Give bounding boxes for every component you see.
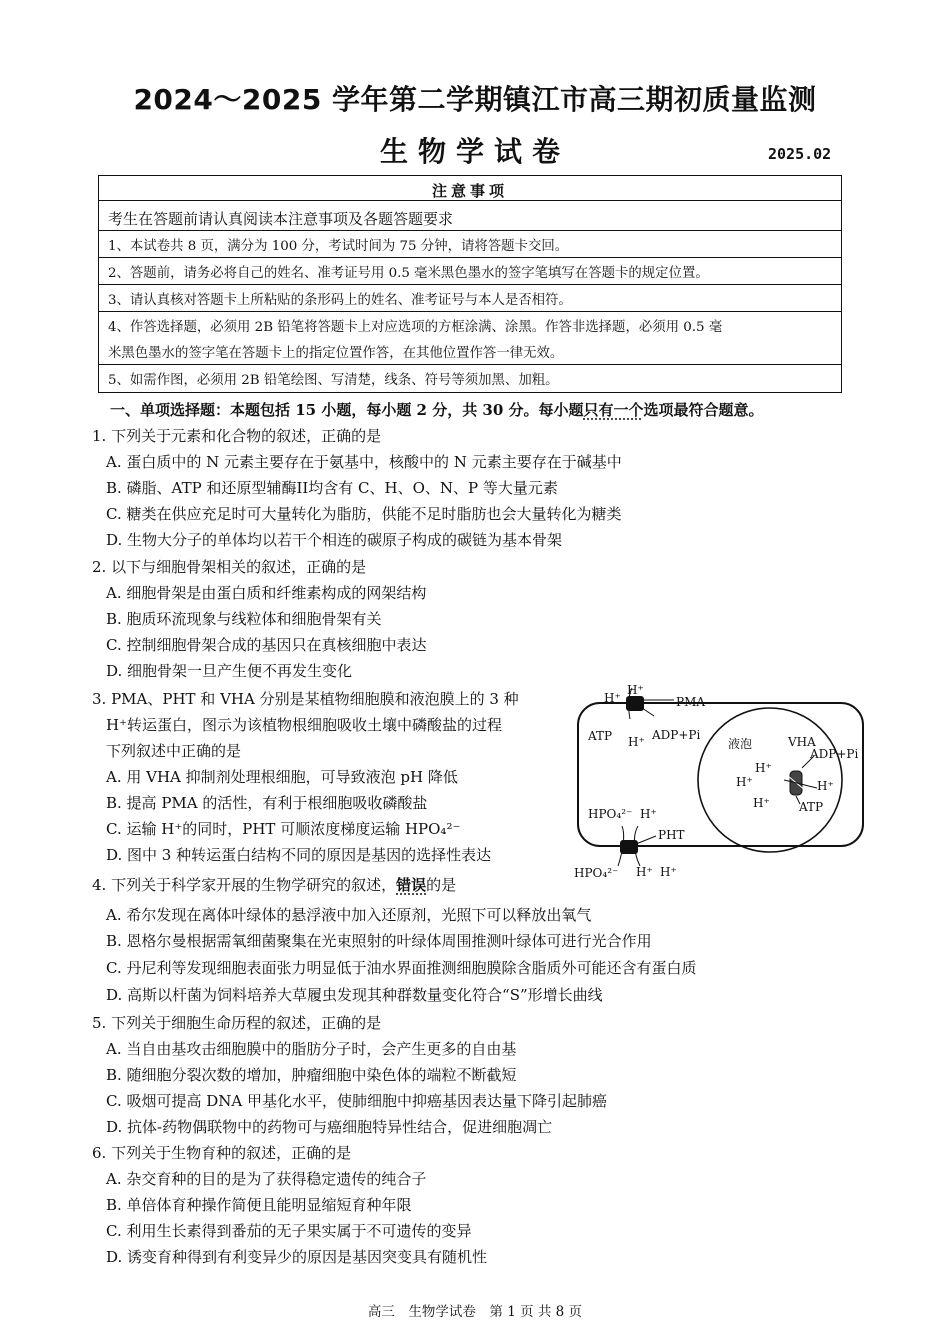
emphasis-mark: 只有一个: [583, 401, 644, 419]
notice-item: 1、本试卷共 8 页，满分为 100 分，考试时间为 75 分钟，请将答题卡交回。: [108, 239, 569, 254]
exam-subtitle: 生物学试卷: [379, 135, 570, 168]
notice-intro: 考生在答题前请认真阅读本注意事项及各题答题要求: [108, 210, 454, 228]
notice-divider: [98, 364, 842, 365]
cell-membrane: [578, 703, 863, 846]
label-h: H⁺: [753, 796, 770, 810]
label-hpo4: HPO₄²⁻: [588, 807, 633, 821]
exam-title: 2024～2025 学年第二学期镇江市高三期初质量监测: [133, 83, 817, 116]
label-hpo4: HPO₄²⁻: [574, 866, 619, 880]
question-option: C. 吸烟可提高 DNA 甲基化水平，使肺细胞中抑癌基因表达量下降引起肺癌: [106, 1092, 608, 1110]
question-option: A. 用 VHA 抑制剂处理根细胞，可导致液泡 pH 降低: [106, 768, 458, 786]
notice-divider: [98, 284, 842, 285]
notice-item: 3、请认真核对答题卡上所粘贴的条形码上的姓名、准考证号与本人是否相符。: [108, 293, 572, 308]
page-footer: 高三 生物学试卷 第 1 页 共 8 页: [367, 1304, 583, 1320]
question-option: D. 生物大分子的单体均以若干个相连的碳原子构成的碳链为基本骨架: [106, 531, 563, 549]
question-stem: 1. 下列关于元素和化合物的叙述，正确的是: [92, 427, 382, 445]
label-h: H⁺: [817, 779, 834, 793]
question-option: B. 胞质环流现象与线粒体和细胞骨架有关: [106, 610, 382, 628]
question-option: D. 抗体-药物偶联物中的药物可与癌细胞特异性结合，促进细胞凋亡: [106, 1118, 553, 1136]
label-atp: ATP: [799, 800, 824, 814]
notice-heading: 注意事项: [431, 182, 508, 200]
emphasis-mark: 错误: [396, 876, 427, 894]
notice-item: 米黑色墨水的签字笔在答题卡上的指定位置作答，在其他位置作答一律无效。: [108, 346, 564, 361]
label-h: H⁺: [736, 775, 753, 789]
question-option: C. 控制细胞骨架合成的基因只在真核细胞中表达: [106, 636, 427, 654]
question-stem-line: H⁺转运蛋白，图示为该植物根细胞吸收土壤中磷酸盐的过程: [106, 716, 503, 734]
question-stem: 4. 下列关于科学家开展的生物学研究的叙述，错误的是: [92, 876, 457, 894]
label-h: H⁺: [604, 691, 621, 705]
question-option: C. 运输 H⁺的同时，PHT 可顺浓度梯度运输 HPO₄²⁻: [106, 820, 461, 838]
question-option: A. 蛋白质中的 N 元素主要存在于氨基中，核酸中的 N 元素主要存在于碱基中: [106, 453, 622, 471]
label-vha: VHA: [788, 735, 816, 749]
question-option: C. 糖类在供应充足时可大量转化为脂肪，供能不足时脂肪也会大量转化为糖类: [106, 505, 622, 523]
question-stem: 6. 下列关于生物育种的叙述，正确的是: [92, 1144, 352, 1162]
question-option: D. 图中 3 种转运蛋白结构不同的原因是基因的选择性表达: [106, 846, 492, 864]
label-pma: PMA: [676, 695, 706, 709]
question-option: A. 希尔发现在离体叶绿体的悬浮液中加入还原剂，光照下可以释放出氧气: [106, 906, 592, 924]
question-option: A. 杂交育种的目的是为了获得稳定遗传的纯合子: [106, 1170, 427, 1188]
question-option: D. 高斯以杆菌为饲料培养大草履虫发现其种群数量变化符合“S”形增长曲线: [106, 986, 603, 1004]
label-adp-pi: ADP+Pi: [810, 747, 859, 761]
label-h: H⁺: [628, 735, 645, 749]
question-stem: 5. 下列关于细胞生命历程的叙述，正确的是: [92, 1014, 382, 1032]
label-adp-pi: ADP+Pi: [652, 728, 701, 742]
notice-divider: [98, 200, 842, 201]
question-option: C. 利用生长素得到番茄的无子果实属于不可遗传的变异: [106, 1222, 472, 1240]
label-h: H⁺: [636, 865, 653, 879]
question-option: D. 细胞骨架一旦产生便不再发生变化: [106, 662, 353, 680]
question-option: B. 磷脂、ATP 和还原型辅酶II均含有 C、H、O、N、P 等大量元素: [106, 479, 558, 497]
question-option: B. 提高 PMA 的活性，有利于根细胞吸收磷酸盐: [106, 794, 428, 812]
notice-divider: [98, 230, 842, 231]
label-h: H⁺: [640, 807, 657, 821]
transport-diagram: [570, 676, 870, 886]
question-option: B. 随细胞分裂次数的增加，肿瘤细胞中染色体的端粒不断截短: [106, 1066, 517, 1084]
question-option: B. 单倍体育种操作简便且能明显缩短育种年限: [106, 1196, 412, 1214]
notice-item: 4、作答选择题，必须用 2B 铅笔将答题卡上对应选项的方框涂满、涂黑。作答非选择题，必须用 0.5 毫: [108, 320, 723, 335]
exam-date: 2025.02: [768, 145, 832, 163]
label-h: H⁺: [755, 761, 772, 775]
pma-adp-arrow: [642, 708, 654, 716]
question-stem: 2. 以下与细胞骨架相关的叙述，正确的是: [92, 558, 367, 576]
question-stem-line: 下列叙述中正确的是: [106, 742, 242, 760]
question-stem: 3. PMA、PHT 和 VHA 分别是某植物细胞膜和液泡膜上的 3 种: [92, 690, 519, 708]
notice-item: 5、如需作图，必须用 2B 铅笔绘图、写清楚，线条、符号等须加黑、加粗。: [108, 373, 559, 388]
label-atp: ATP: [588, 729, 613, 743]
question-option: A. 当自由基攻击细胞膜中的脂肪分子时，会产生更多的自由基: [106, 1040, 517, 1058]
notice-divider: [98, 311, 842, 312]
pht-pointer: [636, 836, 656, 844]
label-vacuole: 液泡: [728, 737, 753, 751]
label-pht: PHT: [658, 828, 685, 842]
question-option: D. 诱变育种得到有利变异少的原因是基因突变具有随机性: [106, 1248, 488, 1266]
notice-item: 2、答题前，请务必将自己的姓名、准考证号用 0.5 毫米黑色墨水的签字笔填写在答题卡的规定位置。: [108, 266, 709, 281]
question-option: B. 恩格尔曼根据需氧细菌聚集在光束照射的叶绿体周围推测叶绿体可进行光合作用: [106, 932, 652, 950]
section-heading: 一、单项选择题：本题包括 15 小题，每小题 2 分，共 30 分。每小题只有一个选项最符合题意。: [110, 401, 764, 419]
label-h: H⁺: [627, 683, 644, 697]
question-option: A. 细胞骨架是由蛋白质和纤维素构成的网架结构: [106, 584, 427, 602]
question-option: C. 丹尼利等发现细胞表面张力明显低于油水界面推测细胞膜除含脂质外可能还含有蛋白质: [106, 959, 697, 977]
notice-divider: [98, 257, 842, 258]
label-h: H⁺: [660, 865, 677, 879]
